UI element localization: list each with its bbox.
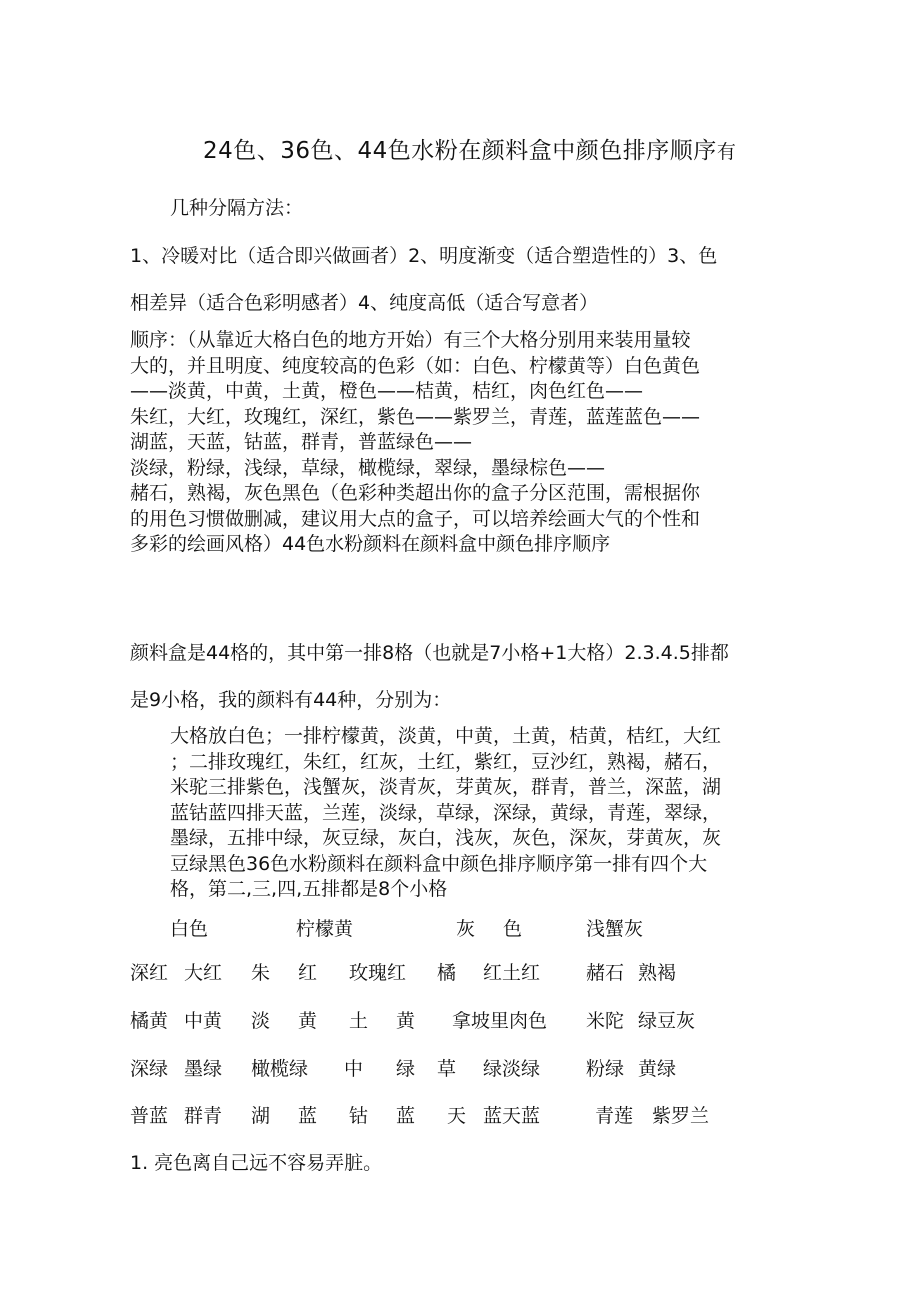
color-cell: 大红 [184, 962, 223, 984]
color-cell: 蓝 [298, 1105, 318, 1127]
color-cell: 米陀 [586, 1010, 625, 1032]
colors-line: 豆绿黑色36色水粉颜料在颜料盒中颜色排序顺序第一排有四个大 [170, 852, 708, 875]
colors-line: 格，第二,三,四,五排都是8个小格 [170, 878, 448, 900]
color-cell: 橘 [437, 962, 457, 984]
color-cell: 绿豆灰 [638, 1010, 696, 1032]
color-cell: 黄绿 [638, 1058, 677, 1080]
page-title [203, 132, 736, 165]
color-cell: 白色 [170, 918, 209, 940]
color-cell: 绿淡绿 [483, 1058, 541, 1080]
color-cell: 色 [503, 918, 523, 940]
color-cell: 玫瑰红 [349, 962, 407, 984]
color-cell: 墨绿 [184, 1058, 223, 1080]
order-line: 赭石，熟褐，灰色黑色（色彩种类超出你的盒子分区范围，需根据你 [130, 482, 701, 504]
color-cell: 钴 [349, 1105, 369, 1127]
color-cell: 深绿 [130, 1058, 169, 1080]
order-line: 湖蓝，天蓝，钴蓝，群青，普蓝绿色—— [130, 431, 473, 453]
color-cell: 普蓝 [130, 1105, 169, 1127]
color-cell: 黄 [396, 1010, 416, 1032]
color-cell: 中黄 [184, 1010, 223, 1032]
order-line: 多彩的绘画风格）44色水粉颜料在颜料盒中颜色排序顺序 [130, 533, 611, 555]
color-cell: 橄榄绿 [251, 1058, 309, 1080]
order-line: 顺序：（从靠近大格白色的地方开始）有三个大格分别用来装用量较 [130, 329, 691, 351]
color-cell: 草 [437, 1058, 457, 1080]
colors-line: 蓝钴蓝四排天蓝，兰莲，淡绿，草绿，深绿，黄绿，青莲，翠绿， [170, 801, 722, 824]
subtitle: 几种分隔方法： [170, 197, 304, 219]
color-cell: 湖 [251, 1105, 271, 1127]
color-cell: 紫罗兰 [652, 1105, 710, 1127]
color-cell: 绿 [396, 1058, 416, 1080]
color-cell: 中 [344, 1058, 364, 1080]
order-line: ——淡黄，中黄，土黄，橙色——桔黄，桔红，肉色红色—— [130, 380, 644, 402]
order-line: 的用色习惯做删减，建议用大点的盒子，可以培养绘画大气的个性和 [130, 507, 701, 530]
colors-line: ；二排玫瑰红，朱红，红灰，土红，紫红，豆沙红，熟褐，赭石， [170, 750, 722, 773]
color-cell: 粉绿 [586, 1058, 625, 1080]
color-cell: 橘黄 [130, 1010, 169, 1032]
methods-line-1: 1、冷暖对比（适合即兴做画者）2、明度渐变（适合塑造性的）3、色 [130, 245, 718, 267]
title-main: 24色、36色、44色水粉在颜料盒中颜色排序顺序 [203, 138, 717, 164]
color-cell: 群青 [184, 1105, 223, 1127]
order-paragraph [130, 328, 700, 558]
color-cell: 朱 [251, 962, 271, 984]
color-cell: 土 [349, 1010, 369, 1032]
box44-line-2: 是9小格，我的颜料有44种，分别为： [130, 689, 452, 711]
colors-paragraph [170, 724, 721, 903]
color-cell: 青莲 [595, 1105, 634, 1127]
colors-line: 米驼三排紫色，浅蟹灰，淡青灰，芽黄灰，群青，普兰，深蓝，湖 [170, 776, 722, 798]
color-cell: 熟褐 [638, 962, 677, 984]
box44-line-1: 颜料盒是44格的，其中第一排8格（也就是7小格+1大格）2.3.4.5排都 [130, 642, 729, 664]
color-cell: 深红 [130, 962, 169, 984]
color-cell: 红 [298, 962, 318, 984]
color-cell: 灰 [456, 918, 476, 940]
color-cell: 浅蟹灰 [586, 918, 644, 940]
methods-line-2: 相差异（适合色彩明感者）4、纯度高低（适合写意者） [130, 292, 599, 314]
color-cell: 柠檬黄 [296, 918, 354, 940]
order-line: 淡绿，粉绿，浅绿，草绿，橄榄绿，翠绿，墨绿棕色—— [130, 456, 606, 479]
order-line: 大的，并且明度、纯度较高的色彩（如：白色、柠檬黄等）白色黄色 [130, 354, 701, 377]
color-cell: 蓝天蓝 [483, 1105, 541, 1127]
color-cell: 赭石 [586, 962, 625, 984]
color-cell: 天 [447, 1105, 467, 1127]
color-cell: 红土红 [483, 962, 541, 984]
color-cell: 蓝 [396, 1105, 416, 1127]
color-cell: 拿坡里肉色 [452, 1010, 548, 1032]
colors-line: 墨绿，五排中绿，灰豆绿，灰白，浅灰，灰色，深灰，芽黄灰，灰 [170, 827, 722, 849]
title-tail: 有 [716, 141, 737, 163]
color-cell: 黄 [298, 1010, 318, 1032]
color-cell: 淡 [251, 1010, 271, 1032]
tip-line: 1. 亮色离自己远不容易弄脏。 [130, 1152, 383, 1174]
colors-line: 大格放白色；一排柠檬黄，淡黄，中黄，土黄，桔黄，桔红，大红 [170, 725, 722, 747]
order-line: 朱红，大红，玫瑰红，深红，紫色——紫罗兰，青莲，蓝莲蓝色—— [130, 405, 701, 428]
